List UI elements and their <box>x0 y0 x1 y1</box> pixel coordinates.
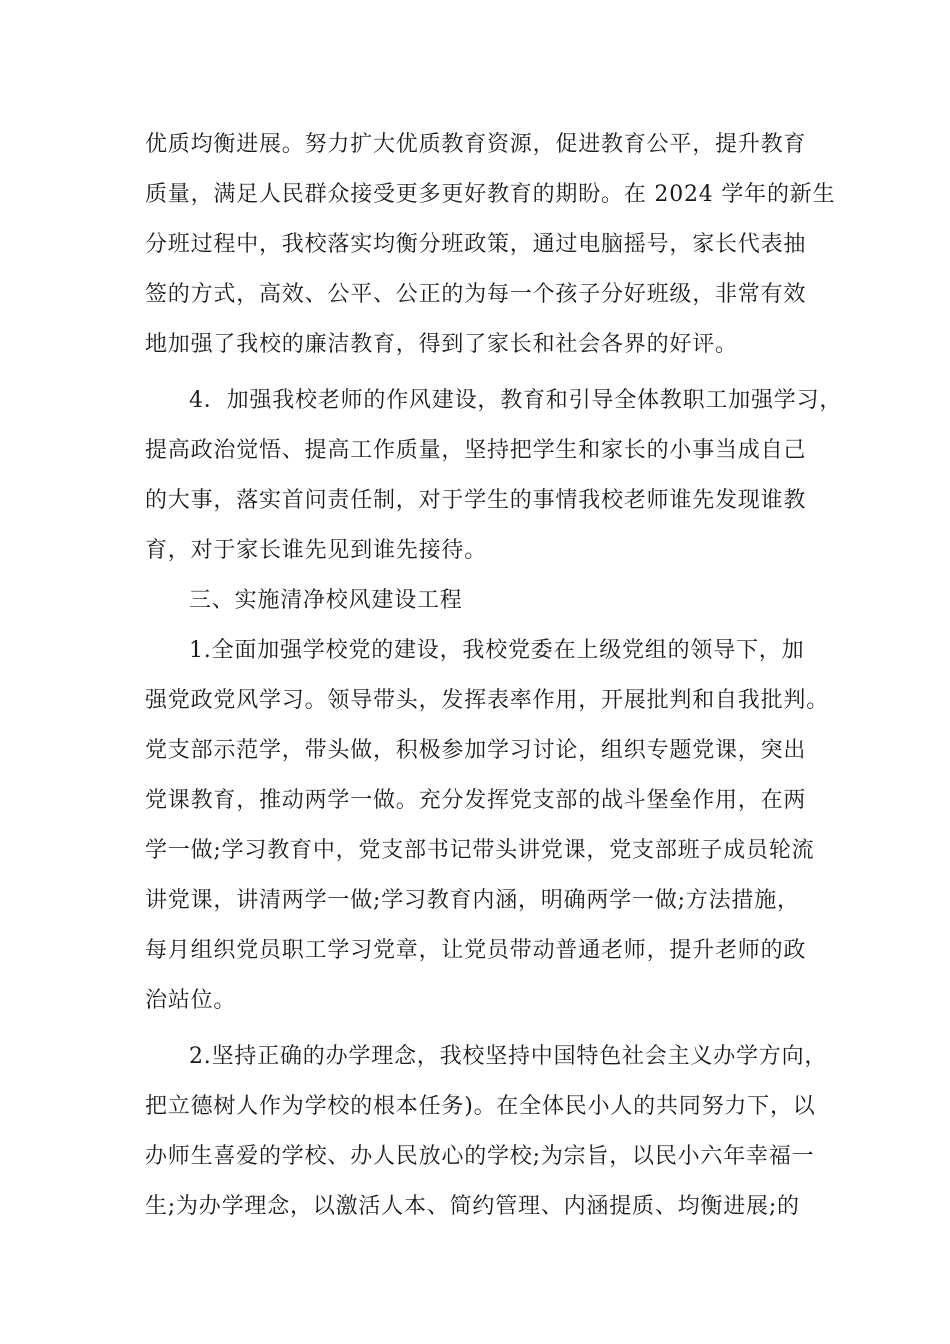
text-line: 地加强了我校的廉洁教育，得到了家长和社会各界的好评。 <box>145 332 738 357</box>
text-line: 优质均衡进展。努力扩大优质教育资源，促进教育公平，提升教育 <box>145 132 807 157</box>
text-line: 把立德树人作为学校的根本任务)。在全体民小人的共同努力下，以 <box>145 1094 816 1119</box>
text-line: 签的方式，高效、公平、公正的为每一个孩子分好班级，非常有效 <box>145 282 807 307</box>
text-line: 党课教育，推动两学一做。充分发挥党支部的战斗堡垒作用，在两 <box>145 788 807 813</box>
text-line: 的大事，落实首问责任制，对于学生的事情我校老师谁先发现谁教 <box>145 488 807 513</box>
text-line: 质量，满足人民群众接受更多更好教育的期盼。在 2024 学年的新生 <box>145 182 836 207</box>
text-line: 提高政治觉悟、提高工作质量，坚持把学生和家长的小事当成自己 <box>145 438 807 463</box>
paragraph-start-line: 4．加强我校老师的作风建设，教育和引导全体教职工加强学习， <box>189 388 843 413</box>
text-line: 治站位。 <box>145 988 237 1013</box>
section-heading: 三、实施清净校风建设工程 <box>189 588 463 613</box>
text-line: 学一做;学习教育中，党支部书记带头讲党课，党支部班子成员轮流 <box>145 838 815 863</box>
text-line: 育，对于家长谁先见到谁先接待。 <box>145 538 488 563</box>
paragraph-start-line: 2.坚持正确的办学理念，我校坚持中国特色社会主义办学方向， <box>189 1044 828 1069</box>
text-line: 强党政党风学习。领导带头，发挥表率作用，开展批判和自我批判。 <box>145 688 830 713</box>
text-line: 讲党课，讲清两学一做;学习教育内涵，明确两学一做;方法措施， <box>145 888 800 913</box>
text-line: 办师生喜爱的学校、办人民放心的学校;为宗旨，以民小六年幸福一 <box>145 1144 815 1169</box>
text-line: 党支部示范学，带头做，积极参加学习讨论，组织专题党课，突出 <box>145 738 807 763</box>
paragraph-start-line: 1.全面加强学校党的建设，我校党委在上级党组的领导下，加 <box>189 638 805 663</box>
text-line: 每月组织党员职工学习党章，让党员带动普通老师，提升老师的政 <box>145 938 807 963</box>
text-line: 生;为办学理念，以激活人本、简约管理、内涵提质、均衡进展;的 <box>145 1194 800 1219</box>
text-line: 分班过程中，我校落实均衡分班政策，通过电脑摇号，家长代表抽 <box>145 232 807 257</box>
